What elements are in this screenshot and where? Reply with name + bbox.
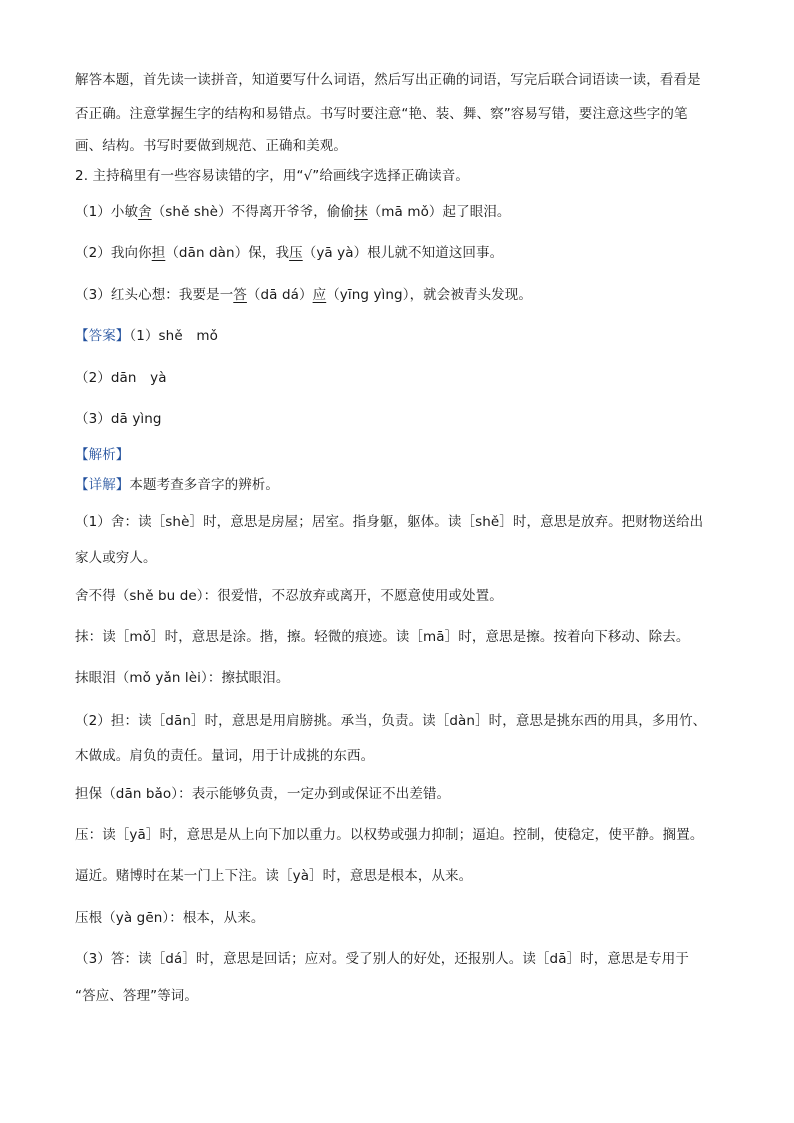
underlined-char: 舍 xyxy=(138,204,152,220)
analysis-line: 抹眼泪（mǒ yǎn lèi）：擦拭眼泪。 xyxy=(75,670,290,686)
question-item-3: （3）红头心想：我要是一答（dā dá）应（yīng yìng），就会被青头发现。 xyxy=(75,287,532,303)
underlined-char: 答 xyxy=(233,287,247,303)
intro-line-3: 画、结构。书写时要做到规范、正确和美观。 xyxy=(75,138,347,154)
intro-line-1: 解答本题，首先读一读拼音，知道要写什么词语，然后写出正确的词语，写完后联合词语读一读，看看是 xyxy=(75,72,701,88)
analysis-line: “答应、答理”等词。 xyxy=(75,988,198,1004)
underlined-char: 担 xyxy=(151,245,166,261)
underlined-char: 应 xyxy=(312,287,327,303)
analysis-line: 抹：读［mǒ］时，意思是涂。揩，擦。轻微的痕迹。读［mā］时，意思是擦。按着向下移动、除去。 xyxy=(75,629,690,645)
analysis-line: 舍不得（shě bu de）：很爱惜，不忍放弃或离开，不愿意使用或处置。 xyxy=(75,588,503,604)
analysis-line: 担保（dān bǎo）：表示能够负责，一定办到或保证不出差错。 xyxy=(75,786,451,802)
answer-line-3: （3）dā yìng xyxy=(75,411,162,427)
underlined-char: 压 xyxy=(289,245,303,261)
analysis-line: 逼近。赌博时在某一门上下注。读［yà］时，意思是根本，从来。 xyxy=(75,868,473,884)
detail-line: 【详解】本题考查多音字的辨析。 xyxy=(75,477,280,493)
analysis-line: 木做成。肩负的责任。量词，用于计成挑的东西。 xyxy=(75,748,375,764)
underlined-char: 抹 xyxy=(354,204,368,220)
question-item-1: （1）小敏舍（shě shè）不得离开爷爷，偷偷抹（mā mǒ）起了眼泪。 xyxy=(75,204,511,220)
answer-line-2: （2）dān yà xyxy=(75,370,167,386)
analysis-line: 压：读［yā］时，意思是从上向下加以重力。以权势或强力抑制；逼迫。控制，使稳定，使平静。搁置。 xyxy=(75,827,704,843)
detail-label: 【详解】 xyxy=(75,477,130,493)
question-item-2: （2）我向你担（dān dàn）保，我压（yā yà）根儿就不知道这回事。 xyxy=(75,245,504,261)
answer-label: 【答案】 xyxy=(75,328,130,344)
analysis-line: （1）舍：读［shè］时，意思是房屋；居室。指身躯，躯体。读［shě］时，意思是放弃。把财物送给出 xyxy=(75,514,704,530)
intro-line-2: 否正确。注意掌握生字的结构和易错点。书写时要注意“艳、装、舞、察”容易写错，要注意这些字的笔 xyxy=(75,106,688,122)
analysis-label: 【解析】 xyxy=(75,447,130,463)
analysis-line: 压根（yà gēn）：根本，从来。 xyxy=(75,910,265,926)
analysis-line: （3）答：读［dá］时，意思是回话；应对。受了别人的好处，还报别人。读［dā］时，意思是专用于 xyxy=(75,951,689,967)
analysis-line: （2）担：读［dān］时，意思是用肩膀挑。承当，负责。读［dàn］时，意思是挑东西的用具，多用竹、 xyxy=(75,713,707,729)
answer-line-1: 【答案】（1）shě mǒ xyxy=(75,328,218,344)
question-title: 2. 主持稿里有一些容易读错的字，用“√”给画线字选择正确读音。 xyxy=(75,168,469,184)
analysis-line: 家人或穷人。 xyxy=(75,550,157,566)
